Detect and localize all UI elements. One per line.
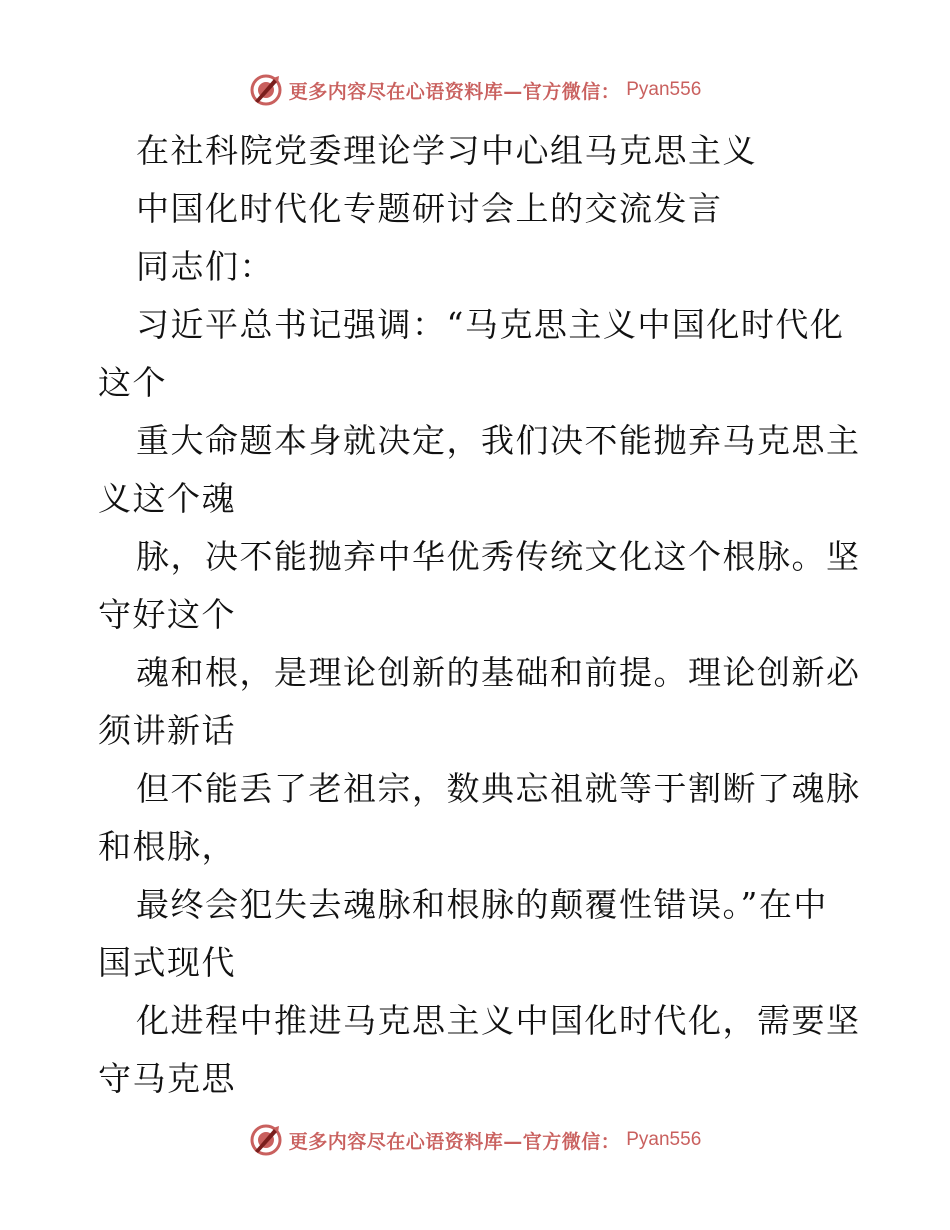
text-line: 中国化时代化专题研讨会上的交流发言 [136,189,723,228]
text-line: 重大命题本身就决定，我们决不能抛弃马克思主 [136,421,861,460]
text-line: 脉，决不能抛弃中华优秀传统文化这个根脉。坚 [136,537,861,576]
header-banner-text: 更多内容尽在心语资料库—官方微信： [288,80,621,103]
text-line: 守好这个 [98,595,236,634]
header-banner-id: Pyan556 [626,79,702,100]
text-line: 守马克思 [98,1059,236,1098]
footer-banner-text: 更多内容尽在心语资料库—官方微信： [288,1130,621,1153]
text-line: 义这个魂 [98,479,236,518]
text-line: 同志们： [136,247,274,286]
document-body [98,122,861,1108]
footer-banner [0,1120,950,1160]
text-line: 魂和根，是理论创新的基础和前提。理论创新必 [136,653,861,692]
text-line: 国式现代 [98,943,236,982]
text-line: 但不能丢了老祖宗，数典忘祖就等于割断了魂脉 [136,769,861,808]
quill-seal-icon [249,1123,283,1157]
quill-seal-icon [249,73,283,107]
text-line: 这个 [98,363,167,402]
header-banner [0,70,950,110]
footer-banner-id: Pyan556 [626,1129,702,1150]
text-line: 和根脉， [98,827,236,866]
text-line: 须讲新话 [98,711,236,750]
text-line: 在社科院党委理论学习中心组马克思主义 [136,131,757,170]
text-line: 化进程中推进马克思主义中国化时代化，需要坚 [136,1001,861,1040]
text-line: 习近平总书记强调：“马克思主义中国化时代化 [136,305,845,344]
text-line: 最终会犯失去魂脉和根脉的颠覆性错误。”在中 [136,885,828,924]
